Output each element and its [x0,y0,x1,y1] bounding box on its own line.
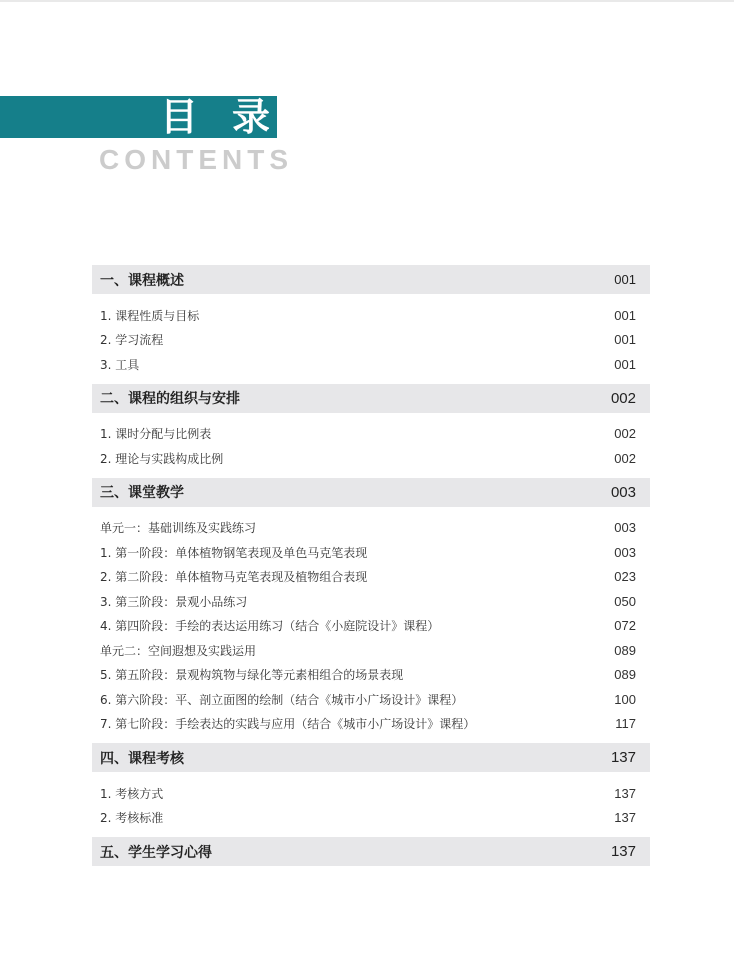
toc-section[interactable] [92,478,650,507]
table-of-contents [92,265,650,866]
toc-item-page: 137 [614,785,636,801]
toc-item-label: 5. 第五阶段：景观构筑物与绿化等元素相组合的场景表现 [100,668,404,683]
toc-item[interactable] [92,781,650,806]
toc-item[interactable] [92,352,650,377]
toc-item-label: 2. 第二阶段：单体植物马克笔表现及植物组合表现 [100,570,368,585]
toc-item[interactable] [92,663,650,688]
toc-section-label: 三、课堂教学 [100,485,184,501]
toc-section[interactable] [92,837,650,866]
toc-item[interactable] [92,516,650,541]
toc-item-list [92,413,650,478]
toc-item[interactable] [92,638,650,663]
toc-item-page: 100 [614,691,636,707]
toc-item-label: 7. 第七阶段：手绘表达的实践与应用（结合《城市小广场设计》课程） [100,717,476,732]
toc-section-page: 137 [610,749,636,766]
toc-item-page: 089 [614,642,636,658]
toc-item-list [92,507,650,744]
toc-item-page: 001 [614,356,636,372]
toc-item-page: 050 [614,593,636,609]
toc-item-page: 001 [614,332,636,348]
toc-item-page: 137 [614,810,636,826]
toc-item-page: 117 [615,716,636,732]
toc-section-label: 四、课程考核 [100,750,184,767]
toc-item-label: 2. 学习流程 [100,333,164,348]
toc-item[interactable] [92,328,650,353]
page-title: 目录 [160,95,305,139]
top-rule [0,0,734,2]
toc-item-page: 003 [614,544,636,560]
toc-item-page: 001 [614,307,636,323]
toc-section-page: 001 [614,272,636,287]
toc-item-label: 1. 考核方式 [100,786,164,801]
toc-section[interactable] [92,265,650,294]
toc-item[interactable] [92,712,650,737]
toc-section-page: 002 [610,389,636,407]
toc-item-label: 3. 工具 [100,357,140,372]
toc-item-label: 4. 第四阶段：手绘的表达运用练习（结合《小庭院设计》课程） [100,619,440,634]
toc-item-label: 1. 第一阶段：单体植物钢笔表现及单色马克笔表现 [100,545,368,560]
toc-item-label: 6. 第六阶段：平、剖立面图的绘制（结合《城市小广场设计》课程） [100,692,464,707]
page-subtitle: CONTENTS [99,144,293,175]
toc-item-label: 1. 课时分配与比例表 [100,427,212,442]
toc-item[interactable] [92,589,650,614]
toc-item[interactable] [92,303,650,328]
toc-item-page: 003 [614,520,636,536]
toc-item-label: 单元一：基础训练及实践练习 [100,521,257,536]
toc-item[interactable] [92,687,650,712]
toc-item-list [92,294,650,384]
toc-item[interactable] [92,565,650,590]
toc-item-page: 002 [614,426,636,442]
toc-item-page: 002 [614,450,636,466]
toc-section-page: 137 [610,843,636,860]
toc-section-page: 003 [610,483,636,501]
toc-item-page: 072 [614,618,636,634]
toc-item-label: 3. 第三阶段：景观小品练习 [100,594,248,609]
toc-item-label: 1. 课程性质与目标 [100,308,200,323]
toc-item[interactable] [92,806,650,831]
toc-section-label: 五、学生学习心得 [100,844,212,861]
toc-item-page: 023 [614,569,636,585]
toc-section-label: 二、课程的组织与安排 [100,391,240,407]
toc-item-list [92,772,650,837]
toc-section[interactable] [92,384,650,413]
toc-item[interactable] [92,540,650,565]
toc-section[interactable] [92,743,650,772]
toc-item-label: 2. 考核标准 [100,811,164,826]
toc-item[interactable] [92,614,650,639]
toc-section-label: 一、课程概述 [100,272,184,289]
toc-item-page: 089 [614,667,636,683]
toc-item-label: 单元二：空间遐想及实践运用 [100,643,257,658]
toc-item[interactable] [92,446,650,471]
toc-item[interactable] [92,422,650,447]
toc-item-label: 2. 理论与实践构成比例 [100,451,224,466]
